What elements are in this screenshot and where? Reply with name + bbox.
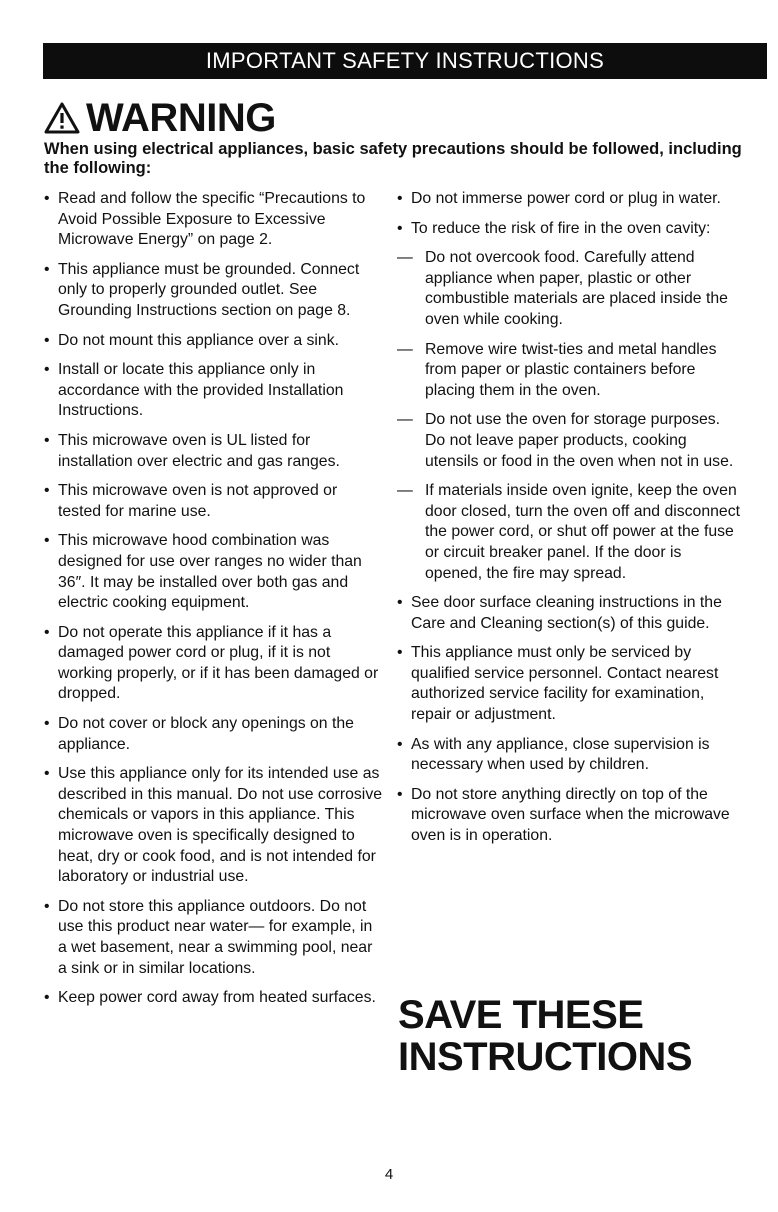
list-item: • Install or locate this appliance only in accordance with the provided Installation Instructions. bbox=[44, 360, 382, 422]
list-item: • This appliance must be grounded. Connect only to properly grounded outlet. See Grounding Instructions section on page 8. bbox=[44, 260, 382, 322]
list-item: • See door surface cleaning instructions in the Care and Cleaning section(s) of this guide. bbox=[397, 593, 742, 634]
section-banner bbox=[43, 43, 767, 79]
sub-list-item: — If materials inside oven ignite, keep the oven door closed, turn the oven off and disconnect the power cord, or shut off power at the fuse or circuit breaker panel. If the door is opened, the fire may spread. bbox=[397, 481, 742, 584]
warning-heading bbox=[44, 96, 276, 140]
list-item: • To reduce the risk of fire in the oven cavity: bbox=[397, 219, 742, 240]
save-instructions-heading bbox=[398, 994, 692, 1078]
page-number: 4 bbox=[384, 1166, 394, 1183]
sub-list-item: — Do not use the oven for storage purposes. Do not leave paper products, cooking utensils or food in the oven when not in use. bbox=[397, 410, 742, 472]
lead-statement: When using electrical appliances, basic safety precautions should be followed, including the following: bbox=[44, 140, 742, 177]
list-item: • Use this appliance only for its intended use as described in this manual. Do not use corrosive chemicals or vapors in this appliance. This microwave oven is specifically designed to heat, dry or cook food, and is not intended for laboratory or industrial use. bbox=[44, 764, 382, 888]
list-item: • Do not immerse power cord or plug in water. bbox=[397, 189, 742, 210]
list-item: • Do not operate this appliance if it has a damaged power cord or plug, if it is not working properly, or if it has been damaged or dropped. bbox=[44, 623, 382, 705]
banner-title: IMPORTANT SAFETY INSTRUCTIONS bbox=[205, 48, 605, 73]
save-line-2: INSTRUCTIONS bbox=[398, 1035, 692, 1079]
list-item: • Do not store this appliance outdoors. Do not use this product near water— for example, in a wet basement, near a swimming pool, near a sink or in similar locations. bbox=[44, 897, 382, 979]
list-item: • Read and follow the specific “Precautions to Avoid Possible Exposure to Excessive Microwave Energy” on page 2. bbox=[44, 189, 382, 251]
save-line-1: SAVE THESE bbox=[398, 993, 644, 1037]
list-item: • This microwave oven is not approved or tested for marine use. bbox=[44, 481, 382, 522]
list-item: • This microwave oven is UL listed for installation over electric and gas ranges. bbox=[44, 431, 382, 472]
list-item: • Keep power cord away from heated surfaces. bbox=[44, 988, 382, 1009]
right-instruction-list bbox=[397, 189, 742, 856]
sub-list-item: — Do not overcook food. Carefully attend appliance when paper, plastic or other combustible materials are placed inside the oven while cooking. bbox=[397, 248, 742, 330]
list-item: • This appliance must only be serviced by qualified service personnel. Contact nearest authorized service facility for examination, repair or adjustment. bbox=[397, 643, 742, 725]
warning-word: WARNING bbox=[86, 96, 276, 140]
list-item: • Do not mount this appliance over a sink. bbox=[44, 331, 382, 352]
list-item: • This microwave hood combination was designed for use over ranges no wider than 36″. It may be installed over both gas and electric cooking equipment. bbox=[44, 531, 382, 613]
list-item: • As with any appliance, close supervision is necessary when used by children. bbox=[397, 735, 742, 776]
list-item: • Do not store anything directly on top of the microwave oven surface when the microwave oven is in operation. bbox=[397, 785, 742, 847]
warning-triangle-icon bbox=[44, 102, 80, 134]
sub-list-item: — Remove wire twist-ties and metal handles from paper or plastic containers before placing them in the oven. bbox=[397, 340, 742, 402]
left-instruction-list bbox=[44, 189, 382, 1018]
list-item: • Do not cover or block any openings on the appliance. bbox=[44, 714, 382, 755]
